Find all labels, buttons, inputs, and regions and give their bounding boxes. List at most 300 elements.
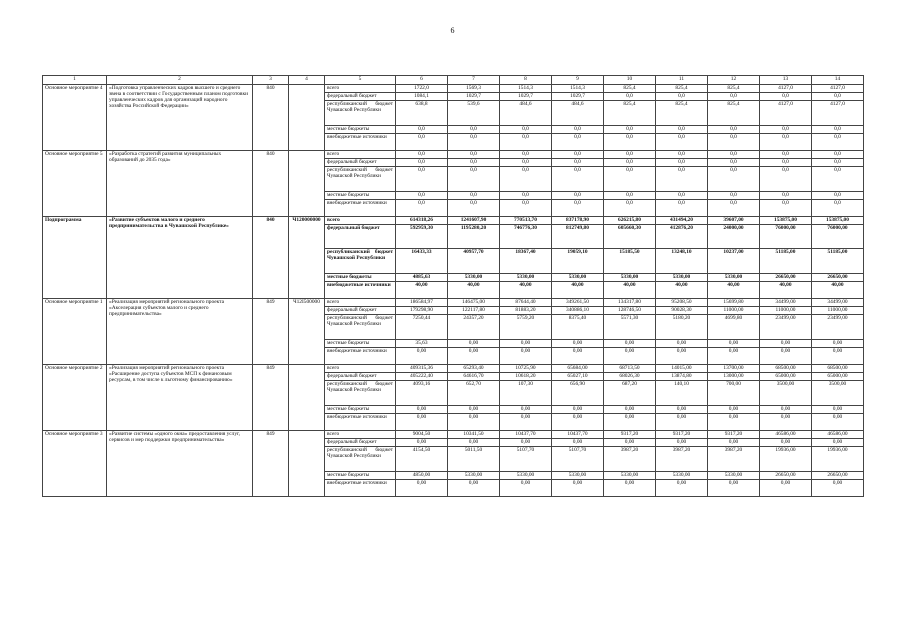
amount-cell: 10725,90 xyxy=(500,365,552,373)
amount-cell: 23499,00 xyxy=(760,315,812,340)
amount-cell: 153875,00 xyxy=(760,217,812,225)
amount-cell: 0,00 xyxy=(760,406,812,414)
amount-cell: 128746,50 xyxy=(604,307,656,315)
amount-cell: 23499,00 xyxy=(812,315,864,340)
amount-cell: 825,4 xyxy=(604,85,656,93)
activity-type-cell: Основное мероприятие 2 xyxy=(43,365,107,431)
amount-cell: 0,0 xyxy=(760,126,812,134)
funding-source-cell: внебюджетные источники xyxy=(325,480,396,497)
amount-cell: 4127,0 xyxy=(760,101,812,126)
amount-cell: 0,0 xyxy=(604,151,656,159)
funding-source-cell: республиканский бюджет Чувашской Республики xyxy=(325,315,396,340)
amount-cell: 5107,70 xyxy=(552,447,604,472)
amount-cell: 0,0 xyxy=(708,167,760,192)
amount-cell: 5011,50 xyxy=(448,447,500,472)
activity-type-cell: Подпрограмма xyxy=(43,217,107,299)
amount-cell: 7250,44 xyxy=(396,315,448,340)
table-row xyxy=(43,431,864,439)
amount-cell: 0,00 xyxy=(552,439,604,447)
amount-cell: 0,00 xyxy=(396,414,448,431)
amount-cell: 0,00 xyxy=(448,340,500,348)
amount-cell: 40,00 xyxy=(656,282,708,299)
funding-source-cell: федеральный бюджет xyxy=(325,93,396,101)
amount-cell: 4127,0 xyxy=(812,101,864,126)
header-cell: 9 xyxy=(552,76,604,85)
amount-cell: 26650,00 xyxy=(760,472,812,480)
amount-cell: 1084,1 xyxy=(396,93,448,101)
funding-source-cell: всего xyxy=(325,431,396,439)
amount-cell: 8375,40 xyxy=(552,315,604,340)
amount-cell: 0,0 xyxy=(656,159,708,167)
funding-source-cell: федеральный бюджет xyxy=(325,225,396,249)
amount-cell: 9317,20 xyxy=(656,431,708,439)
amount-cell: 1722,0 xyxy=(396,85,448,93)
grbs-code-cell: 849 xyxy=(253,365,289,431)
amount-cell: 65027,10 xyxy=(552,373,604,381)
amount-cell: 0,0 xyxy=(448,192,500,200)
amount-cell: 0,0 xyxy=(656,192,708,200)
amount-cell: 825,4 xyxy=(656,101,708,126)
amount-cell: 68713,50 xyxy=(604,365,656,373)
amount-cell: 140,10 xyxy=(656,381,708,406)
header-cell: 8 xyxy=(500,76,552,85)
amount-cell: 825,4 xyxy=(604,101,656,126)
funding-source-cell: внебюджетные источники xyxy=(325,282,396,299)
amount-cell: 18367,40 xyxy=(500,249,552,274)
amount-cell: 0,0 xyxy=(552,159,604,167)
amount-cell: 5330,00 xyxy=(656,472,708,480)
amount-cell: 0,00 xyxy=(656,414,708,431)
amount-cell: 9004,50 xyxy=(396,431,448,439)
amount-cell: 0,00 xyxy=(708,340,760,348)
amount-cell: 812749,80 xyxy=(552,225,604,249)
amount-cell: 0,00 xyxy=(656,480,708,497)
amount-cell: 5759,20 xyxy=(500,315,552,340)
amount-cell: 614318,26 xyxy=(396,217,448,225)
amount-cell: 13700,00 xyxy=(708,365,760,373)
amount-cell: 0,0 xyxy=(448,200,500,217)
amount-cell: 5330,00 xyxy=(656,274,708,282)
page-number: 6 xyxy=(450,26,455,35)
funding-source-cell: местные бюджеты xyxy=(325,406,396,414)
amount-cell: 10341,50 xyxy=(448,431,500,439)
amount-cell: 0,00 xyxy=(656,340,708,348)
amount-cell: 4127,0 xyxy=(812,85,864,93)
amount-cell: 35,63 xyxy=(396,340,448,348)
amount-cell: 19936,00 xyxy=(812,447,864,472)
amount-cell: 3987,20 xyxy=(604,447,656,472)
amount-cell: 1514,3 xyxy=(552,85,604,93)
amount-cell: 825,4 xyxy=(708,101,760,126)
activity-name-cell: «Реализация мероприятий регионального проекта «Акселерация субъектов малого и среднего предпринимательства» xyxy=(107,299,253,365)
amount-cell: 0,00 xyxy=(500,439,552,447)
amount-cell: 153875,00 xyxy=(812,217,864,225)
amount-cell: 0,0 xyxy=(812,200,864,217)
amount-cell: 0,0 xyxy=(708,134,760,151)
amount-cell: 0,00 xyxy=(812,439,864,447)
amount-cell: 34499,00 xyxy=(760,299,812,307)
amount-cell: 51185,00 xyxy=(760,249,812,274)
amount-cell: 0,0 xyxy=(708,126,760,134)
amount-cell: 837178,90 xyxy=(552,217,604,225)
amount-cell: 11000,00 xyxy=(812,307,864,315)
amount-cell: 5107,70 xyxy=(500,447,552,472)
header-row xyxy=(43,76,864,85)
funding-source-cell: всего xyxy=(325,217,396,225)
amount-cell: 0,0 xyxy=(552,200,604,217)
amount-cell: 13248,10 xyxy=(656,249,708,274)
amount-cell: 0,0 xyxy=(708,200,760,217)
amount-cell: 0,0 xyxy=(604,126,656,134)
amount-cell: 5330,00 xyxy=(500,472,552,480)
grbs-code-cell: 849 xyxy=(253,431,289,497)
amount-cell: 24000,00 xyxy=(708,225,760,249)
amount-cell: 687,20 xyxy=(604,381,656,406)
amount-cell: 40957,70 xyxy=(448,249,500,274)
amount-cell: 1029,7 xyxy=(552,93,604,101)
header-cell: 2 xyxy=(107,76,253,85)
amount-cell: 40,00 xyxy=(812,282,864,299)
amount-cell: 14015,00 xyxy=(656,365,708,373)
header-cell: 1 xyxy=(43,76,107,85)
header-cell: 10 xyxy=(604,76,656,85)
amount-cell: 13874,80 xyxy=(656,373,708,381)
activity-type-cell: Основное мероприятие 4 xyxy=(43,85,107,151)
amount-cell: 3500,00 xyxy=(812,381,864,406)
amount-cell: 9317,20 xyxy=(604,431,656,439)
amount-cell: 0,0 xyxy=(656,200,708,217)
kcsr-code-cell: Ч120000000 xyxy=(289,217,325,299)
amount-cell: 65000,00 xyxy=(812,373,864,381)
amount-cell: 26650,00 xyxy=(812,472,864,480)
amount-cell: 0,00 xyxy=(552,406,604,414)
amount-cell: 0,0 xyxy=(396,134,448,151)
amount-cell: 40,00 xyxy=(448,282,500,299)
amount-cell: 65684,00 xyxy=(552,365,604,373)
amount-cell: 0,00 xyxy=(500,480,552,497)
amount-cell: 0,0 xyxy=(812,167,864,192)
funding-source-cell: внебюджетные источники xyxy=(325,134,396,151)
amount-cell: 0,0 xyxy=(760,151,812,159)
amount-cell: 26650,00 xyxy=(760,274,812,282)
amount-cell: 5571,30 xyxy=(604,315,656,340)
amount-cell: 0,00 xyxy=(448,414,500,431)
table-row xyxy=(43,299,864,307)
amount-cell: 0,0 xyxy=(396,167,448,192)
activity-name-cell: «Реализация мероприятий регионального проекта «Расширение доступа субъектов МСП к финансовым ресурсам, в том числе к льготному финансированию» xyxy=(107,365,253,431)
amount-cell: 0,00 xyxy=(604,340,656,348)
amount-cell: 1241607,90 xyxy=(448,217,500,225)
table-row xyxy=(43,365,864,373)
activity-name-cell: «Развитие субъектов малого и среднего предпринимательства в Чувашской Республике» xyxy=(107,217,253,299)
amount-cell: 1195280,20 xyxy=(448,225,500,249)
amount-cell: 5330,00 xyxy=(448,274,500,282)
kcsr-code-cell xyxy=(289,151,325,217)
funding-source-cell: всего xyxy=(325,85,396,93)
funding-source-cell: местные бюджеты xyxy=(325,192,396,200)
amount-cell: 0,0 xyxy=(604,134,656,151)
header-cell: 6 xyxy=(396,76,448,85)
funding-source-cell: всего xyxy=(325,365,396,373)
amount-cell: 746776,30 xyxy=(500,225,552,249)
amount-cell: 0,0 xyxy=(500,134,552,151)
funding-source-cell: республиканский бюджет Чувашской Республики xyxy=(325,381,396,406)
amount-cell: 1029,7 xyxy=(448,93,500,101)
amount-cell: 34499,00 xyxy=(812,299,864,307)
header-cell: 13 xyxy=(760,76,812,85)
amount-cell: 65293,40 xyxy=(448,365,500,373)
amount-cell: 0,0 xyxy=(656,93,708,101)
amount-cell: 5330,00 xyxy=(552,472,604,480)
amount-cell: 0,0 xyxy=(396,151,448,159)
amount-cell: 3987,20 xyxy=(656,447,708,472)
amount-cell: 0,0 xyxy=(448,159,500,167)
amount-cell: 0,00 xyxy=(812,406,864,414)
amount-cell: 0,00 xyxy=(396,406,448,414)
amount-cell: 0,00 xyxy=(500,414,552,431)
activity-name-cell: «Развитие системы «одного окна» предоставления услуг, сервисов и мер поддержки предпринимательства» xyxy=(107,431,253,497)
amount-cell: 0,00 xyxy=(396,480,448,497)
amount-cell: 0,00 xyxy=(448,480,500,497)
funding-source-cell: местные бюджеты xyxy=(325,126,396,134)
amount-cell: 0,00 xyxy=(656,406,708,414)
amount-cell: 40,00 xyxy=(500,282,552,299)
amount-cell: 4093,16 xyxy=(396,381,448,406)
amount-cell: 412876,20 xyxy=(656,225,708,249)
amount-cell: 0,0 xyxy=(552,134,604,151)
amount-cell: 0,00 xyxy=(552,340,604,348)
amount-cell: 0,00 xyxy=(708,480,760,497)
amount-cell: 0,0 xyxy=(760,159,812,167)
amount-cell: 10437,70 xyxy=(552,431,604,439)
amount-cell: 0,00 xyxy=(656,348,708,365)
amount-cell: 15185,50 xyxy=(604,249,656,274)
amount-cell: 87644,40 xyxy=(500,299,552,307)
amount-cell: 0,00 xyxy=(604,439,656,447)
amount-cell: 0,0 xyxy=(604,200,656,217)
amount-cell: 0,00 xyxy=(552,480,604,497)
amount-cell: 0,0 xyxy=(500,192,552,200)
amount-cell: 4127,0 xyxy=(760,85,812,93)
amount-cell: 0,00 xyxy=(656,439,708,447)
amount-cell: 0,0 xyxy=(552,151,604,159)
amount-cell: 0,00 xyxy=(760,348,812,365)
amount-cell: 68500,00 xyxy=(760,365,812,373)
amount-cell: 0,0 xyxy=(396,159,448,167)
amount-cell: 10618,20 xyxy=(500,373,552,381)
amount-cell: 0,0 xyxy=(604,192,656,200)
grbs-code-cell: 840 xyxy=(253,151,289,217)
grbs-code-cell: 840 xyxy=(253,217,289,299)
amount-cell: 0,0 xyxy=(812,134,864,151)
amount-cell: 0,0 xyxy=(812,126,864,134)
amount-cell: 0,0 xyxy=(448,126,500,134)
amount-cell: 40,00 xyxy=(552,282,604,299)
activity-name-cell: «Подготовка управленческих кадров высшего и среднего звена в соответствии с Государственным планом подготовки управленческих кадров для организаций народного хозяйства Российской Федерации» xyxy=(107,85,253,151)
amount-cell: 0,0 xyxy=(448,151,500,159)
amount-cell: 0,00 xyxy=(760,439,812,447)
amount-cell: 0,00 xyxy=(448,348,500,365)
grbs-code-cell: 849 xyxy=(253,299,289,365)
funding-source-cell: республиканский бюджет Чувашской Республики xyxy=(325,101,396,126)
amount-cell: 64616,70 xyxy=(448,373,500,381)
amount-cell: 39607,00 xyxy=(708,217,760,225)
header-cell: 11 xyxy=(656,76,708,85)
amount-cell: 15699,80 xyxy=(708,299,760,307)
amount-cell: 0,0 xyxy=(760,192,812,200)
amount-cell: 0,0 xyxy=(760,200,812,217)
amount-cell: 10437,70 xyxy=(500,431,552,439)
amount-cell: 349261,50 xyxy=(552,299,604,307)
amount-cell: 4154,50 xyxy=(396,447,448,472)
amount-cell: 0,00 xyxy=(708,348,760,365)
header-cell: 14 xyxy=(812,76,864,85)
amount-cell: 90028,30 xyxy=(656,307,708,315)
funding-source-cell: федеральный бюджет xyxy=(325,307,396,315)
amount-cell: 605660,30 xyxy=(604,225,656,249)
amount-cell: 81883,20 xyxy=(500,307,552,315)
amount-cell: 5330,00 xyxy=(500,274,552,282)
kcsr-code-cell xyxy=(289,365,325,431)
amount-cell: 46586,00 xyxy=(760,431,812,439)
amount-cell: 0,0 xyxy=(500,126,552,134)
amount-cell: 19936,00 xyxy=(760,447,812,472)
funding-source-cell: местные бюджеты xyxy=(325,472,396,480)
amount-cell: 0,00 xyxy=(500,406,552,414)
amount-cell: 19059,10 xyxy=(552,249,604,274)
amount-cell: 0,00 xyxy=(396,348,448,365)
kcsr-code-cell xyxy=(289,431,325,497)
amount-cell: 0,0 xyxy=(812,93,864,101)
amount-cell: 1029,7 xyxy=(500,93,552,101)
amount-cell: 0,0 xyxy=(604,167,656,192)
header-cell: 3 xyxy=(253,76,289,85)
amount-cell: 0,0 xyxy=(552,167,604,192)
amount-cell: 16433,33 xyxy=(396,249,448,274)
amount-cell: 0,0 xyxy=(656,167,708,192)
table-row xyxy=(43,217,864,225)
amount-cell: 539,6 xyxy=(448,101,500,126)
amount-cell: 0,0 xyxy=(812,159,864,167)
header-cell: 12 xyxy=(708,76,760,85)
amount-cell: 5330,00 xyxy=(448,472,500,480)
amount-cell: 11000,00 xyxy=(708,307,760,315)
amount-cell: 9317,20 xyxy=(708,431,760,439)
amount-cell: 46586,00 xyxy=(812,431,864,439)
amount-cell: 0,0 xyxy=(656,151,708,159)
amount-cell: 10237,00 xyxy=(708,249,760,274)
amount-cell: 26650,00 xyxy=(812,274,864,282)
funding-source-cell: всего xyxy=(325,151,396,159)
amount-cell: 0,0 xyxy=(448,167,500,192)
amount-cell: 5330,00 xyxy=(604,274,656,282)
amount-cell: 65000,00 xyxy=(760,373,812,381)
amount-cell: 0,0 xyxy=(396,192,448,200)
amount-cell: 0,0 xyxy=(708,159,760,167)
amount-cell: 409315,36 xyxy=(396,365,448,373)
amount-cell: 0,0 xyxy=(812,192,864,200)
amount-cell: 0,0 xyxy=(500,167,552,192)
amount-cell: 0,0 xyxy=(760,167,812,192)
funding-source-cell: внебюджетные источники xyxy=(325,348,396,365)
amount-cell: 3987,20 xyxy=(708,447,760,472)
amount-cell: 0,0 xyxy=(396,126,448,134)
amount-cell: 40,00 xyxy=(604,282,656,299)
amount-cell: 0,00 xyxy=(760,414,812,431)
amount-cell: 0,00 xyxy=(812,414,864,431)
header-cell: 5 xyxy=(325,76,396,85)
activity-type-cell: Основное мероприятие 1 xyxy=(43,299,107,365)
amount-cell: 76000,00 xyxy=(812,225,864,249)
amount-cell: 5330,00 xyxy=(708,472,760,480)
amount-cell: 0,0 xyxy=(552,126,604,134)
amount-cell: 0,00 xyxy=(448,406,500,414)
amount-cell: 700,00 xyxy=(708,381,760,406)
amount-cell: 4699,80 xyxy=(708,315,760,340)
amount-cell: 484,6 xyxy=(552,101,604,126)
amount-cell: 24357,20 xyxy=(448,315,500,340)
amount-cell: 40,00 xyxy=(396,282,448,299)
amount-cell: 5330,00 xyxy=(552,274,604,282)
amount-cell: 0,00 xyxy=(552,414,604,431)
amount-cell: 592959,30 xyxy=(396,225,448,249)
amount-cell: 3500,00 xyxy=(760,381,812,406)
amount-cell: 0,0 xyxy=(760,93,812,101)
amount-cell: 68026,30 xyxy=(604,373,656,381)
header-cell: 4 xyxy=(289,76,325,85)
amount-cell: 122117,80 xyxy=(448,307,500,315)
amount-cell: 405222,40 xyxy=(396,373,448,381)
amount-cell: 1569,3 xyxy=(448,85,500,93)
amount-cell: 0,0 xyxy=(812,151,864,159)
funding-source-cell: федеральный бюджет xyxy=(325,373,396,381)
funding-source-cell: внебюджетные источники xyxy=(325,414,396,431)
grbs-code-cell: 840 xyxy=(253,85,289,151)
amount-cell: 11000,00 xyxy=(760,307,812,315)
funding-source-cell: республиканский бюджет Чувашской Республики xyxy=(325,447,396,472)
funding-source-cell: внебюджетные источники xyxy=(325,200,396,217)
amount-cell: 107,30 xyxy=(500,381,552,406)
amount-cell: 0,0 xyxy=(448,134,500,151)
funding-source-cell: республиканский бюджет Чувашской Республики xyxy=(325,167,396,192)
amount-cell: 484,6 xyxy=(500,101,552,126)
amount-cell: 95208,50 xyxy=(656,299,708,307)
amount-cell: 431494,20 xyxy=(656,217,708,225)
header-cell: 7 xyxy=(448,76,500,85)
amount-cell: 179298,90 xyxy=(396,307,448,315)
table-body xyxy=(43,76,864,497)
amount-cell: 0,00 xyxy=(812,340,864,348)
amount-cell: 0,00 xyxy=(708,439,760,447)
amount-cell: 0,0 xyxy=(500,200,552,217)
activity-type-cell: Основное мероприятие 5 xyxy=(43,151,107,217)
amount-cell: 76000,00 xyxy=(760,225,812,249)
amount-cell: 0,00 xyxy=(812,480,864,497)
amount-cell: 0,0 xyxy=(708,192,760,200)
funding-source-cell: федеральный бюджет xyxy=(325,439,396,447)
kcsr-code-cell: Ч12I500000 xyxy=(289,299,325,365)
amount-cell: 4850,00 xyxy=(396,472,448,480)
amount-cell: 0,0 xyxy=(396,200,448,217)
funding-source-cell: всего xyxy=(325,299,396,307)
amount-cell: 770513,70 xyxy=(500,217,552,225)
table-row xyxy=(43,151,864,159)
amount-cell: 68500,00 xyxy=(812,365,864,373)
amount-cell: 146475,00 xyxy=(448,299,500,307)
amount-cell: 0,00 xyxy=(396,439,448,447)
amount-cell: 1514,3 xyxy=(500,85,552,93)
amount-cell: 0,00 xyxy=(760,340,812,348)
